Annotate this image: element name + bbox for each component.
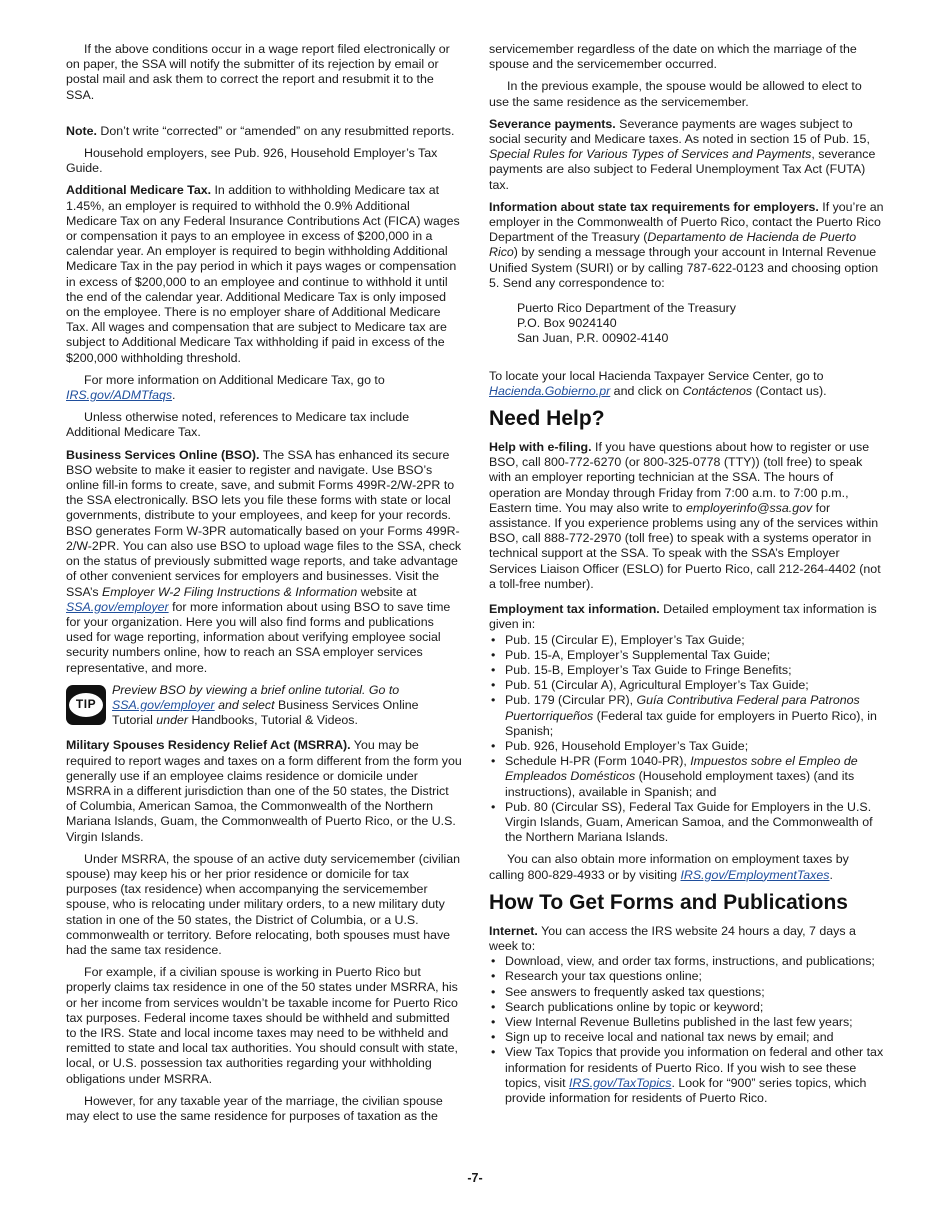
- severance-italic: Special Rules for Various Types of Services and Payments: [489, 147, 812, 162]
- paragraph-rejection: If the above conditions occur in a wage report filed electronically or on paper, the SSA will notify the submitter of its rejection by email or postal mail and ask them to correct the report and resubmit it to the SSA.: [66, 42, 450, 102]
- also-obtain-paragraph: [489, 852, 885, 882]
- locate-paragraph: [489, 369, 885, 399]
- pub179-text: Pub. 179 (Circular PR),: [505, 693, 637, 708]
- bso-paragraph: [66, 448, 462, 676]
- msrra-paragraph-3: For example, if a civilian spouse is working in Puerto Rico but properly claims tax residence in one of the 50 states under MSRRA, his or her income from services wouldn’t be taxable income for Puerto Rico tax purposes. Federal income taxes should be withheld and submitted to the IRS. State and local income taxes may need to be withheld and remitted to state and local tax authorities. You should consult with state, local, or U.S. possession tax authorities regarding your withholding obligations under MSRRA.: [66, 965, 458, 1086]
- left-column: [66, 42, 462, 1131]
- address-line-1: Puerto Rico Department of the Treasury: [517, 301, 737, 316]
- unless-paragraph: Unless otherwise noted, references to Medicare tax include Additional Medicare Tax.: [66, 410, 410, 440]
- employment-tax-heading: Employment tax information.: [489, 602, 660, 617]
- note-paragraph: [66, 124, 462, 139]
- list-item: [489, 693, 885, 739]
- schedule-h-text: Schedule H-PR (Form 1040-PR),: [505, 754, 691, 769]
- efile-email: employerinfo@ssa.gov: [685, 500, 813, 515]
- continued-paragraph: servicemember regardless of the date on which the marriage of the spouse and the servicemember occurred.: [489, 42, 857, 72]
- state-tax-paragraph: [489, 200, 885, 291]
- contactenos-text: Contáctenos: [682, 383, 753, 398]
- list-item: • Pub. 926, Household Employer’s Tax Guide;: [489, 739, 885, 754]
- amt-more-paragraph: [66, 373, 462, 403]
- tax-topics-text: View Tax Topics that provide you information on federal and other tax information for residents of Puerto Rico. If you wish to see these topics, visit: [505, 1045, 884, 1090]
- schedule-h-post: (Household employment taxes) (and its instructions), available in Spanish; and: [505, 769, 855, 799]
- tip-badge-label: TIP: [69, 693, 103, 717]
- tip-ssa-employer-link[interactable]: SSA.gov/employer: [112, 697, 215, 712]
- note-label: Note.: [66, 123, 97, 138]
- msrra-paragraph: [66, 738, 462, 844]
- treasury-address: [517, 301, 885, 347]
- list-item: • Pub. 15-A, Employer’s Supplemental Tax Guide;: [489, 648, 885, 663]
- efile-paragraph: [489, 440, 885, 592]
- amt-more-end: .: [172, 388, 176, 403]
- need-help-heading: Need Help?: [489, 407, 605, 431]
- severance-heading: Severance payments.: [489, 116, 616, 131]
- list-item: • View Internal Revenue Bulletins published in the last few years;: [489, 1015, 885, 1030]
- list-item: [489, 1045, 885, 1106]
- ssa-employer-link[interactable]: SSA.gov/employer: [66, 599, 169, 614]
- bso-text-3: for more information about using BSO to save time for your organization. Here you will also find forms and publications used for wage reporting, information about verifying employee social security numbers online, how to reach an SSA employer services representative, and more.: [66, 599, 451, 675]
- previous-example-paragraph: In the previous example, the spouse would be allowed to elect to use the same residence as the servicemember.: [489, 79, 862, 109]
- right-column: [489, 42, 885, 1113]
- efile-heading: Help with e-filing.: [489, 440, 592, 455]
- msrra-heading: Military Spouses Residency Relief Act (MSRRA).: [66, 738, 351, 753]
- admtfaqs-link[interactable]: IRS.gov/ADMTfaqs: [66, 388, 173, 403]
- list-item: • Download, view, and order tax forms, instructions, and publications;: [489, 954, 885, 969]
- msrra-paragraph-4: However, for any taxable year of the marriage, the civilian spouse may elect to use the same residence for purposes of taxation as the: [66, 1093, 443, 1123]
- amt-heading: Additional Medicare Tax.: [66, 183, 212, 198]
- also-text: You can also obtain more information on employment taxes by calling 800-829-4933 or by visiting: [489, 852, 849, 882]
- list-item: • Pub. 15 (Circular E), Employer’s Tax Guide;: [489, 633, 885, 648]
- tax-topics-post: . Look for “900” series topics, which provide information for residents of Puerto Rico.: [505, 1075, 867, 1105]
- internet-heading: Internet.: [489, 923, 538, 938]
- hacienda-link[interactable]: Hacienda.Gobierno.pr: [489, 383, 611, 398]
- forms-heading: How To Get Forms and Publications: [489, 890, 848, 914]
- tip-select: Business Services Online Tutorial: [112, 697, 419, 728]
- list-item: • Sign up to receive local and national tax news by email; and: [489, 1030, 885, 1045]
- note-text: Don’t write “corrected” or “amended” on any resubmitted reports.: [96, 123, 455, 138]
- list-item: • Pub. 51 (Circular A), Agricultural Employer’s Tax Guide;: [489, 678, 885, 693]
- tip-text: [112, 683, 462, 729]
- state-tax-text-2: ) by sending a message through your account in Internal Revenue Unified System (SURI) or by calling 787-622-0123 and choosing option 5. Send any correspondence to:: [489, 245, 879, 290]
- efile-text-2: for assistance. If you experience problems using any of the services within BSO, call 888-772-2970 (toll free) to speak with a systems operator in technical support at the SSA. To speak with the SSA’s Employer Services Liaison Officer (ESLO) for Puerto Rico, call 212-264-4402 (not a toll-free number).: [489, 500, 881, 591]
- tip-under: under: [152, 713, 192, 728]
- tax-topics-link[interactable]: IRS.gov/TaxTopics: [569, 1075, 672, 1090]
- internet-paragraph: [489, 924, 885, 954]
- efile-text: If you have questions about how to register or use BSO, call 800-772-6270 (or 800-325-0778 (TTY)) (toll free) to speak with an employer reporting technician at the SSA. The hours of operation are Monday through Friday from 7:00 a.m. to 7:00 p.m., Eastern time. You may also write to: [489, 440, 870, 515]
- locate-end: (Contact us).: [752, 383, 827, 398]
- severance-text-2: , severance payments are also subject to Federal Unemployment Tax Act (FUTA) tax.: [489, 147, 876, 192]
- internet-list: [489, 954, 885, 1106]
- tip-tail: Handbooks, Tutorial & Videos: [191, 713, 355, 728]
- employment-tax-paragraph: [489, 602, 885, 632]
- state-tax-italic: Departamento de Hacienda de Puerto Rico: [489, 230, 857, 260]
- msrra-text: You may be required to report wages and taxes on a form different from the form you generally use if an employee claims residence or domicile under MSRRA in a different jurisdiction than one of the 50 states, the District of Columbia, American Samoa, the Commonwealth of the Northern Mariana Islands, Guam, the Commonwealth of Puerto Rico, or the U.S. Virgin Islands.: [66, 738, 462, 844]
- severance-paragraph: [489, 117, 885, 193]
- amt-more-text: For more information on Additional Medicare Tax, go to: [84, 372, 385, 387]
- locate-mid: and click on: [610, 383, 683, 398]
- bso-italic-title: Employer W-2 Filing Instructions & Information: [102, 584, 358, 599]
- list-item: • Pub. 80 (Circular SS), Federal Tax Guide for Employers in the U.S. Virgin Islands, Guam, American Samoa, and the Commonwealth of the Northern Mariana Islands.: [489, 800, 885, 846]
- list-item: • Research your tax questions online;: [489, 969, 885, 984]
- employment-publications-list: [489, 633, 885, 846]
- also-end: .: [829, 867, 833, 882]
- address-line-2: P.O. Box 9024140: [517, 316, 617, 331]
- pub179-italic: Guía Contributiva Federal para Patronos Puertorriqueños: [505, 693, 860, 723]
- household-paragraph: Household employers, see Pub. 926, Household Employer’s Tax Guide.: [66, 146, 438, 176]
- state-tax-heading: Information about state tax requirements for employers.: [489, 199, 819, 214]
- bso-text: The SSA has enhanced its secure BSO website to make it easier to register and navigate. Use BSO’s online fill-in forms to create, save, and submit Forms 499R-2/W-2PR to the SSA electronically. BSO lets you file these forms with state or local governments, distribute to your employees, and keep for your records. BSO generates Form W-3PR automatically based on your Forms 499R-2/W-2PR. You can also use BSO to upload wage files to the SSA, check on the status of previously submitted wage reports, and take advantage of other convenient services for employers and businesses. Visit the SSA’s: [66, 447, 462, 599]
- list-item: • Search publications online by topic or keyword;: [489, 1000, 885, 1015]
- bso-heading: Business Services Online (BSO).: [66, 447, 260, 462]
- tip-mid: and select: [214, 697, 278, 712]
- list-item: • See answers to frequently asked tax questions;: [489, 985, 885, 1000]
- list-item: [489, 754, 885, 800]
- tip-icon: [66, 685, 106, 725]
- locate-text: To locate your local Hacienda Taxpayer Service Center, go to: [489, 368, 824, 383]
- tip-pre: Preview BSO by viewing a brief online tutorial. Go to: [112, 682, 400, 697]
- employment-tax-text: Detailed employment tax information is given in:: [489, 602, 877, 632]
- tip-box: [66, 683, 462, 729]
- internet-text: You can access the IRS website 24 hours a day, 7 days a week to:: [489, 923, 856, 953]
- amt-text: In addition to withholding Medicare tax at 1.45%, an employer is required to withhold the 0.9% Additional Medicare Tax on any Federal Insurance Contributions Act (FICA) wages or compensation it pays to an employee in excess of $200,000 in a calendar year. An employer is required to begin withholding Additional Medicare Tax in the pay period in which it pays wages or compensation in excess of $200,000 to an employee and continue to withhold it until the end of the calendar year. Additional Medicare Tax is only imposed on the employee. There is no employer share of Additional Medicare Tax. All wages and compensation that are subject to Medicare tax are subject to Additional Medicare Tax withholding if paid in excess of the $200,000 withholding threshold.: [66, 183, 460, 365]
- bso-text-2: website at: [357, 584, 417, 599]
- severance-text: Severance payments are wages subject to social security and Medicare taxes. As noted in section 15 of Pub. 15,: [489, 116, 870, 147]
- msrra-paragraph-2: Under MSRRA, the spouse of an active duty servicemember (civilian spouse) may keep his or her prior residence or domicile for tax purposes (tax residence) when accompanying the servicemember spouse, who is relocating under military orders, to a new military duty station in one of the 50 states, the District of Columbia, or a U.S. commonwealth or territory. Before relocating, both spouses must have had the same tax residence.: [66, 851, 461, 957]
- pub179-post: (Federal tax guide for employers in Puerto Rico), in Spanish;: [505, 708, 877, 738]
- list-item: • Pub. 15-B, Employer’s Tax Guide to Fringe Benefits;: [489, 663, 885, 678]
- address-line-3: San Juan, P.R. 00902-4140: [517, 331, 669, 346]
- state-tax-text: If you’re an employer in the Commonwealth of Puerto Rico, contact the Puerto Rico Department of the Treasury (: [489, 199, 884, 245]
- schedule-h-italic: Impuestos sobre el Empleo de Empleados Domésticos: [505, 754, 858, 784]
- employment-taxes-link[interactable]: IRS.gov/EmploymentTaxes: [680, 867, 830, 882]
- tip-end: .: [354, 713, 358, 728]
- amt-paragraph: [66, 183, 462, 365]
- page-number: -7-: [467, 1171, 483, 1185]
